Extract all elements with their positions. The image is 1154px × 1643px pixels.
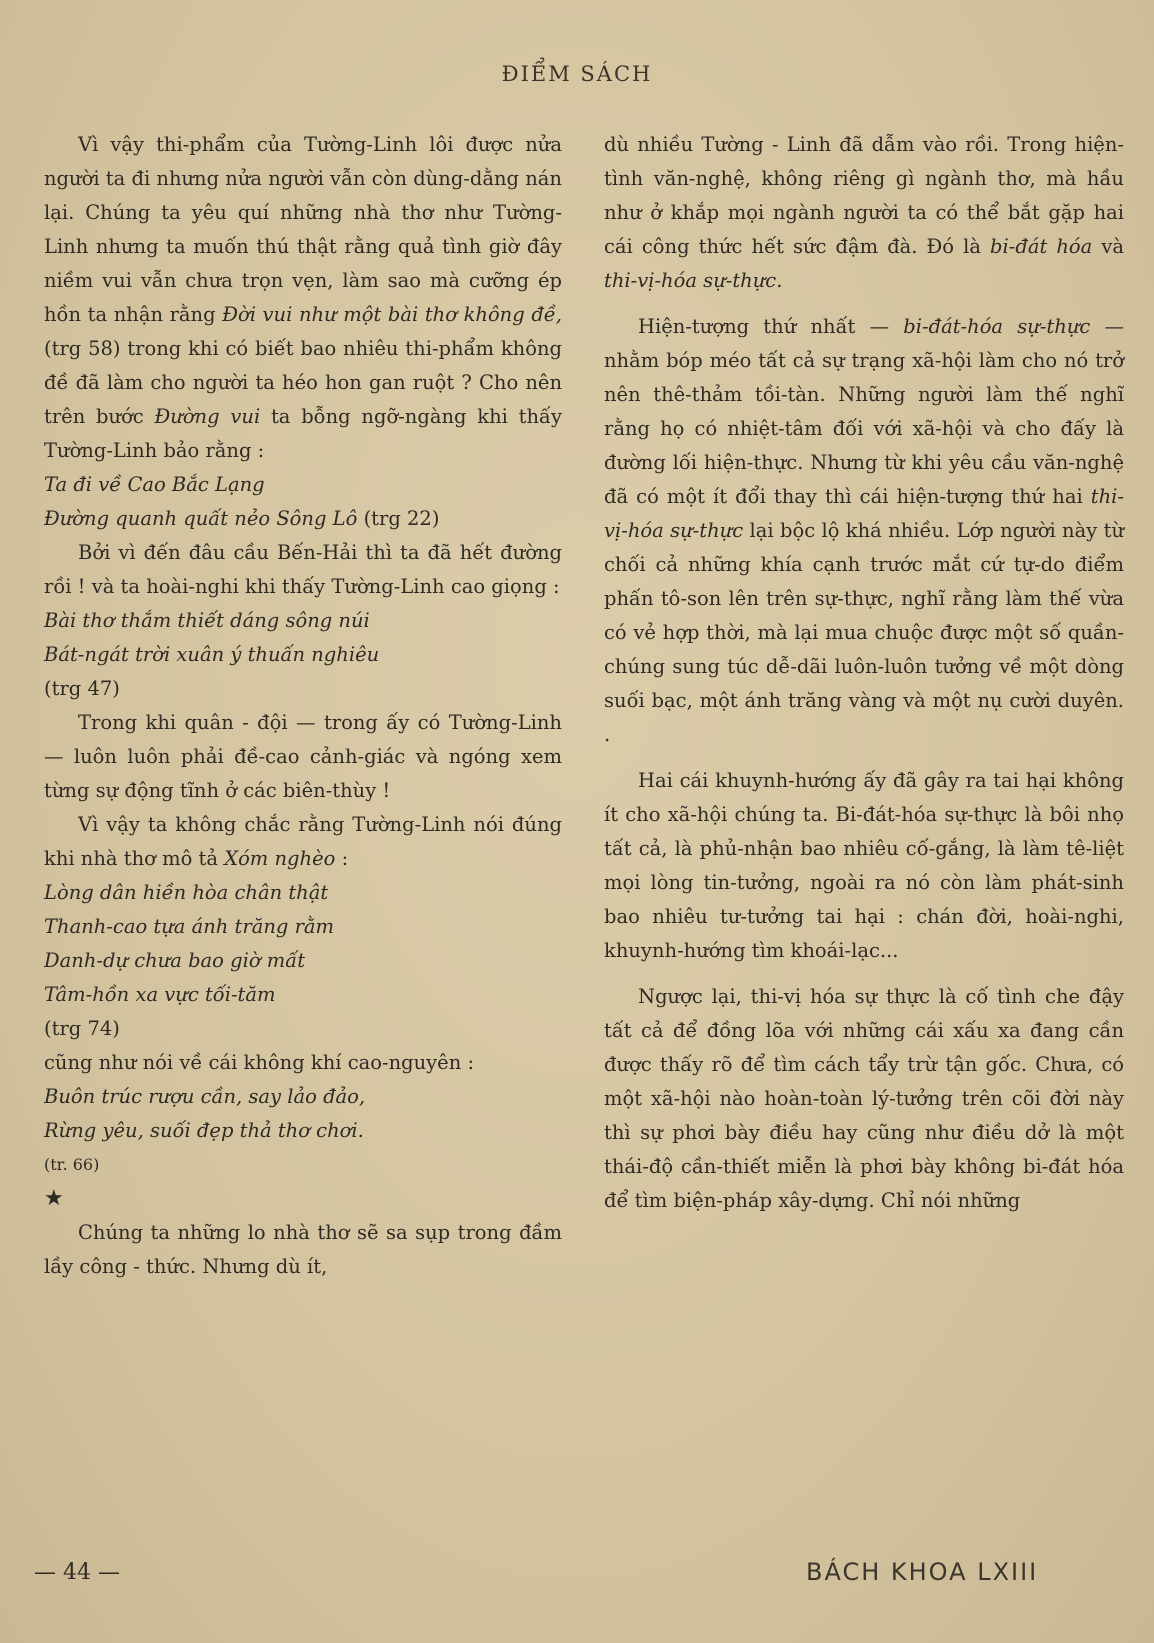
paragraph: Hiện-tượng thứ nhất — bi-đát-hóa sự-thực — nhằm bóp méo tất cả sự trạng xã-hội làm cho nó trở nên thê-thảm tồi-tàn. Những người làm thế nghĩ rằng họ có nhiệt-tâm đối với xã-hội và cho đấy là đường lối hiện-thực. Nhưng từ khi yêu cầu văn-nghệ đã có một ít đổi thay thì cái hiện-tượng thứ hai thi-vị-hóa sự-thực lại bộc lộ khá nhiều. Lớp người này từ chối cả những khía cạnh trước mắt cứ tự-do điểm phấn tô-son lên trên sự-thực, nghĩ rằng làm thế vừa có vẻ hợp thời, mà lại mua chuộc được một số quần-chúng sung túc dễ-dãi luôn-luôn tưởng về một dòng suối bạc, một ánh trăng vàng và một nụ cười duyên. . [604,315,1125,746]
verse-line: Tâm-hồn xa vực tối-tăm [44,983,276,1006]
paragraph: Chúng ta những lo nhà thơ sẽ sa sụp trong đầm lầy công - thức. Nhưng dù ít, [44,1221,562,1278]
paragraph: dù nhiều Tường - Linh đã dẫm vào rồi. Trong hiện-tình văn-nghệ, không riêng gì ngành thơ, mà hầu như ở khắp mọi ngành người ta có thể bắt gặp hai cái công thức hết sức đậm đà. Đó là bi-đát hóa và thi-vị-hóa sự-thực. [604,133,1124,292]
paragraph: Vì vậy ta không chắc rằng Tường-Linh nói đúng khi nhà thơ mô tả Xóm nghèo : [44,813,562,870]
verse-line: Buôn trúc rượu cần, say lảo đảo, [44,1085,366,1108]
verse-line: Bát-ngát trời xuân ý thuấn nghiêu [44,643,380,666]
paragraph: Hai cái khuynh-hướng ấy đã gây ra tai hại không ít cho xã-hội chúng ta. Bi-đát-hóa sự-thực là bôi nhọ tất cả, là phủ-nhận bao nhiêu cố-gắng, là làm tê-liệt mọi lòng tin-tưởng, ngoài ra nó còn làm phát-sinh bao nhiêu tư-tưởng tai hại : chán đời, hoài-nghi, khuynh-hướng tìm khoái-lạc... [604,769,1124,962]
paragraph: Trong khi quân - đội — trong ấy có Tường-Linh — luôn luôn phải đề-cao cảnh-giác và ngóng xem từng sự động tĩnh ở các biên-thùy ! [44,711,562,802]
left-column [44,128,562,1284]
citation: (tr. 66) [44,1155,100,1174]
paragraph: Bởi vì đến đâu cầu Bến-Hải thì ta đã hết đường rồi ! và ta hoài-nghi khi thấy Tường-Linh cao giọng : [44,541,562,598]
verse-line: Bài thơ thắm thiết dáng sông núi [44,609,370,632]
page-number: — 44 — [34,1560,120,1585]
verse-line: Danh-dự chưa bao giờ mất [44,949,306,972]
magazine-name: BÁCH KHOA LXIII [806,1558,1039,1586]
paragraph: Vì vậy thi-phẩm của Tường-Linh lôi được nửa người ta đi nhưng nửa người vẫn còn dùng-dằng nán lại. Chúng ta yêu quí những nhà thơ như Tường-Linh nhưng ta muốn thú thật rằng quả tình giờ đây niềm vui vẫn chưa trọn vẹn, làm sao mà cưỡng ép hồn ta nhận rằng Đời vui như một bài thơ không đề, (trg 58) trong khi có biết bao nhiêu thi-phẩm không đề đã làm cho người ta héo hon gan ruột ? Cho nên trên bước Đường vui ta bỗng ngỡ-ngàng khi thấy Tường-Linh bảo rằng : [44,133,563,462]
citation: (trg 74) [44,1017,120,1040]
verse-line: Ta đi về Cao Bắc Lạng [44,473,265,496]
right-column [604,128,1124,1218]
verse-line: Lòng dân hiền hòa chân thật [44,881,329,904]
verse-line: Đường quanh quất nẻo Sông Lô (trg 22) [44,507,440,530]
paragraph: cũng như nói về cái không khí cao-nguyên : [44,1051,475,1074]
citation: (trg 47) [44,677,120,700]
verse-line: Rừng yêu, suối đẹp thả thơ chơi. [44,1119,364,1142]
citation: (trg 22) [363,507,440,530]
paragraph: Ngược lại, thi-vị hóa sự thực là cố tình che đậy tất cả để đồng lõa với những cái xấu xa đang cần được thấy rõ để tìm cách tẩy trừ tận gốc. Chưa, có một xã-hội nào hoàn-toàn lý-tưởng trên cõi đời này thì sự phơi bày điều hay cũng như điều dở là một thái-độ cần-thiết miễn là phơi bày không bi-đát hóa để tìm biện-pháp xây-dựng. Chỉ nói những [604,985,1124,1212]
star-divider-icon: ★ [44,1186,64,1211]
verse-line: Thanh-cao tựa ánh trăng rằm [44,915,335,938]
page-header: ĐIỂM SÁCH [501,62,653,86]
